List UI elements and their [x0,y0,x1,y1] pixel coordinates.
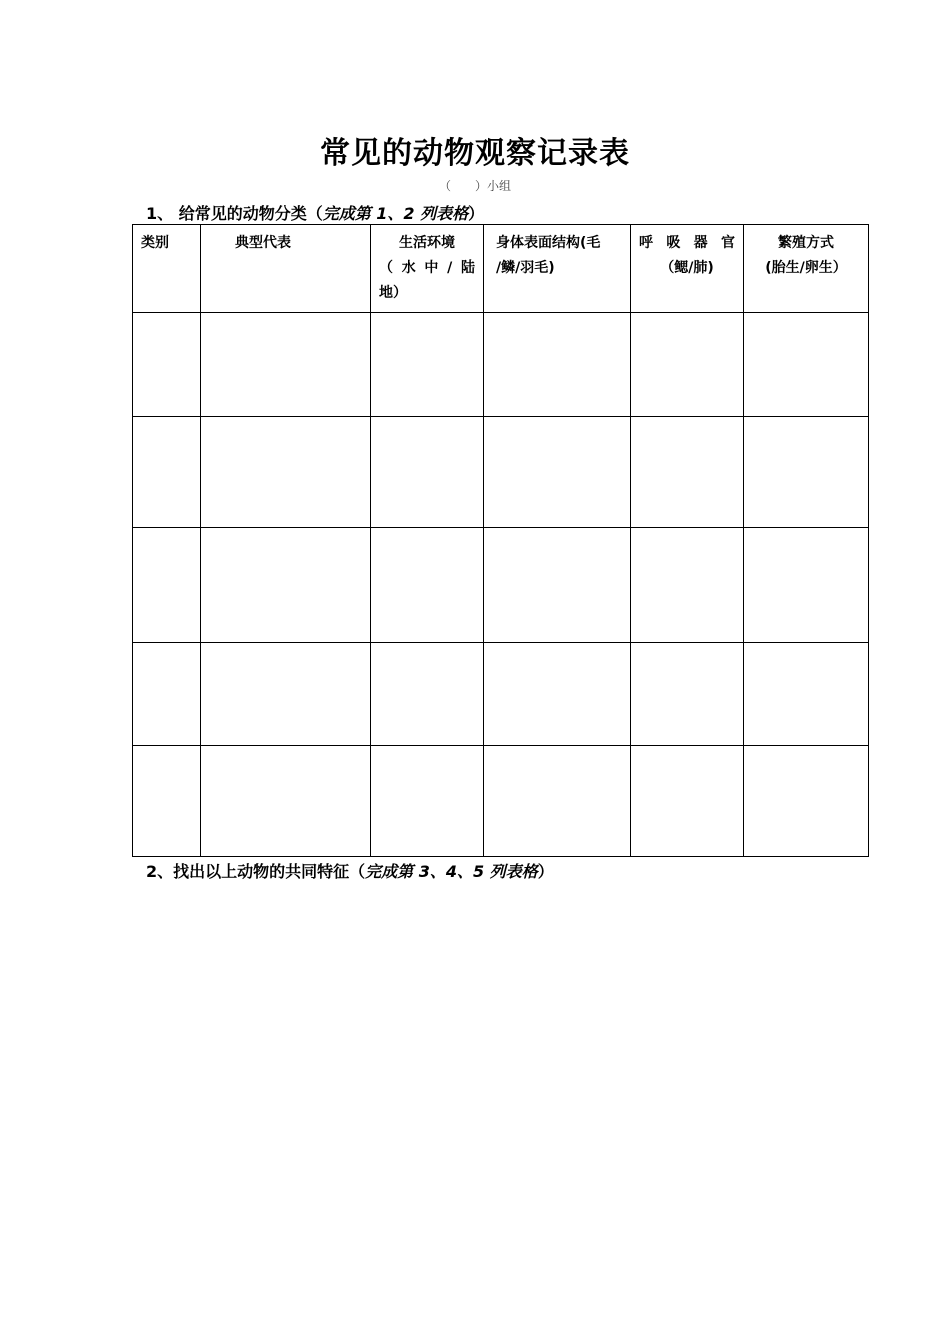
section-1-suffix: ） [468,204,485,223]
table-cell[interactable] [744,417,869,528]
section-2-heading [146,859,554,882]
table-cell[interactable] [133,746,201,857]
group-name-line: （ ）小组 [438,179,511,193]
table-cell[interactable] [133,313,201,417]
section-2-suffix: ） [537,862,554,881]
section-1-emphasis: 完成第 1、2 列表格 [322,204,469,223]
table-cell[interactable] [371,528,484,643]
table-row [133,528,869,643]
table-cell[interactable] [484,643,631,746]
header-habitat: 生活环境 （水中/陆 地） [371,225,484,313]
table-row [133,417,869,528]
table-cell[interactable] [484,528,631,643]
page-title: 常见的动物观察记录表 [320,136,630,171]
header-body-surface: 身体表面结构(毛 /鳞/羽毛) [484,225,631,313]
table-cell[interactable] [631,643,744,746]
table-cell[interactable] [133,528,201,643]
table-cell[interactable] [744,313,869,417]
table-cell[interactable] [631,528,744,643]
table-header-row [133,225,869,313]
observation-table [132,224,869,857]
header-representative: 典型代表 [201,225,371,313]
table-cell[interactable] [631,746,744,857]
table-cell[interactable] [133,417,201,528]
table-cell[interactable] [744,528,869,643]
table-cell[interactable] [484,746,631,857]
header-reproduction: 繁殖方式 (胎生/卵生） [744,225,869,313]
table-cell[interactable] [201,313,371,417]
table-cell[interactable] [744,643,869,746]
section-1-heading [146,201,484,224]
table-cell[interactable] [371,746,484,857]
table-row [133,643,869,746]
table-cell[interactable] [631,313,744,417]
table-cell[interactable] [201,643,371,746]
section-2-prefix: 2、找出以上动物的共同特征（ [146,862,366,881]
table-cell[interactable] [371,417,484,528]
header-category: 类别 [133,225,201,313]
table-cell[interactable] [631,417,744,528]
section-1-prefix: 1、 给常见的动物分类（ [146,204,323,223]
table-cell[interactable] [371,643,484,746]
table-cell[interactable] [133,643,201,746]
table-cell[interactable] [201,417,371,528]
table-cell[interactable] [201,528,371,643]
table-cell[interactable] [371,313,484,417]
table-cell[interactable] [484,417,631,528]
table-row [133,746,869,857]
table-cell[interactable] [201,746,371,857]
header-respiratory-organ: 呼 吸 器 官 （鳃/肺) [631,225,744,313]
table-cell[interactable] [484,313,631,417]
section-2-emphasis: 完成第 3、4、5 列表格 [365,862,538,881]
table-row [133,313,869,417]
table-cell[interactable] [744,746,869,857]
